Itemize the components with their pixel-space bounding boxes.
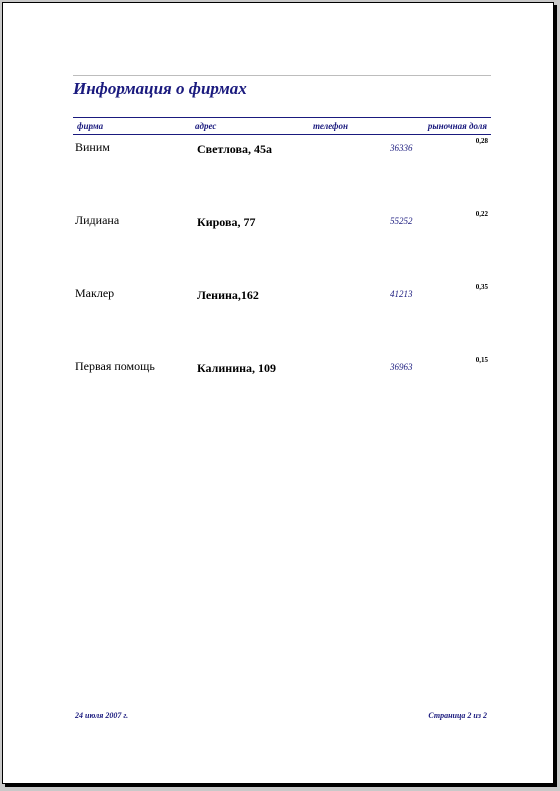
share-cell: 0,15 (475, 356, 488, 364)
firm-cell: Виним (75, 140, 110, 154)
share-cell: 0,22 (475, 210, 488, 218)
phone-cell: 36963 (390, 362, 413, 372)
title-divider (73, 75, 491, 76)
address-cell: Ленина,162 (197, 288, 259, 302)
footer-date: 24 июля 2007 г. (75, 711, 129, 720)
table-row (3, 356, 553, 379)
header-divider-top (73, 117, 491, 118)
column-header-address: адрес (195, 121, 217, 131)
report-title: Информация о фирмах (73, 79, 247, 98)
phone-cell: 55252 (390, 216, 413, 226)
firm-cell: Лидиана (75, 213, 120, 227)
phone-cell: 41213 (390, 289, 413, 299)
column-header-share: рыночная доля (427, 121, 487, 131)
share-cell: 0,35 (475, 283, 488, 291)
table-row (3, 210, 553, 233)
address-cell: Калинина, 109 (197, 361, 277, 375)
footer-page-number: Страница 2 из 2 (428, 711, 487, 720)
address-cell: Светлова, 45а (197, 142, 272, 156)
header-divider-bottom (73, 134, 491, 135)
firm-cell: Маклер (75, 286, 115, 300)
table-row (3, 283, 553, 306)
column-header-firm: фирма (77, 121, 104, 131)
firm-cell: Первая помощь (75, 359, 155, 373)
column-header-phone: телефон (313, 121, 348, 131)
report-page (2, 2, 554, 784)
table-row (3, 137, 553, 160)
phone-cell: 36336 (390, 143, 413, 153)
share-cell: 0,28 (475, 137, 488, 145)
address-cell: Кирова, 77 (197, 215, 256, 229)
